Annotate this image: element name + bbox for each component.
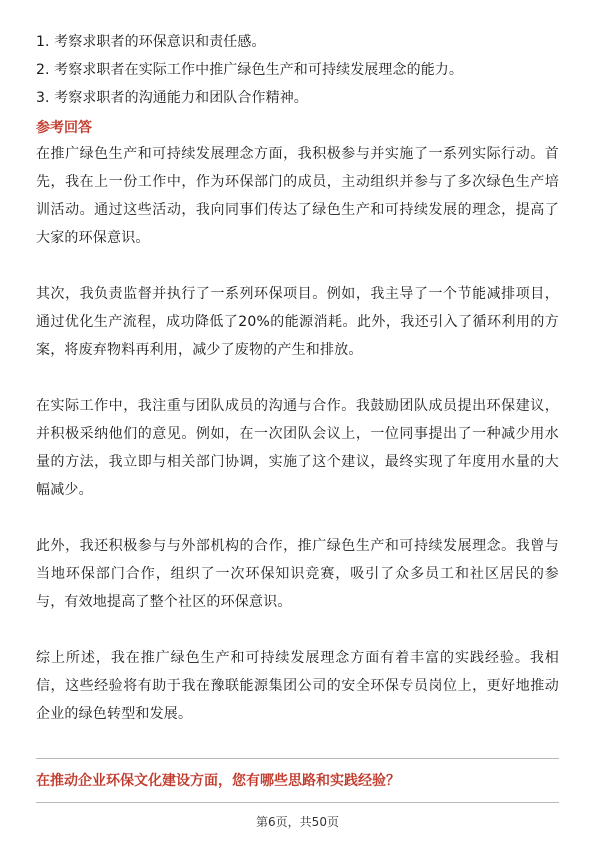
answer-body bbox=[36, 140, 559, 728]
page-content bbox=[36, 28, 559, 728]
answer-paragraph-2: 其次，我负责监督并执行了一系列环保项目。例如，我主导了一个节能减排项目，通过优化生产流程，成功降低了20%的能源消耗。此外，我还引入了循环利用的方案，将废弃物料再利用，减少了废物的产生和排放。 bbox=[36, 286, 559, 358]
assessment-point-3: 3. 考察求职者的沟通能力和团队合作精神。 bbox=[36, 90, 308, 106]
answer-paragraph-3: 在实际工作中，我注重与团队成员的沟通与合作。我鼓励团队成员提出环保建议，并积极采纳他们的意见。例如，在一次团队会议上，一位同事提出了一种减少用水量的方法，我立即与相关部门协调，实施了这个建议，最终实现了年度用水量的大幅减少。 bbox=[36, 398, 559, 498]
assessment-point-1: 1. 考察求职者的环保意识和责任感。 bbox=[36, 34, 266, 50]
question-divider-bottom bbox=[36, 802, 559, 803]
answer-paragraph-5: 综上所述，我在推广绿色生产和可持续发展理念方面有着丰富的实践经验。我相信，这些经验将有助于我在豫联能源集团公司的安全环保专员岗位上，更好地推动企业的绿色转型和发展。 bbox=[36, 650, 559, 722]
question-divider-top bbox=[36, 758, 559, 759]
answer-label: 参考回答 bbox=[36, 120, 92, 136]
answer-paragraph-4: 此外，我还积极参与与外部机构的合作，推广绿色生产和可持续发展理念。我曾与当地环保部门合作，组织了一次环保知识竞赛，吸引了众多员工和社区居民的参与，有效地提高了整个社区的环保意识。 bbox=[36, 538, 559, 610]
answer-paragraph-1: 在推广绿色生产和可持续发展理念方面，我积极参与并实施了一系列实际行动。首先，我在上一份工作中，作为环保部门的成员，主动组织并参与了多次绿色生产培训活动。通过这些活动，我向同事们传达了绿色生产和可持续发展的理念，提高了大家的环保意识。 bbox=[36, 146, 559, 246]
page-number-footer: 第6页，共50页 bbox=[256, 815, 339, 829]
assessment-point-2: 2. 考察求职者在实际工作中推广绿色生产和可持续发展理念的能力。 bbox=[36, 62, 464, 78]
next-question-heading: 在推动企业环保文化建设方面，您有哪些思路和实践经验？ bbox=[36, 773, 400, 789]
